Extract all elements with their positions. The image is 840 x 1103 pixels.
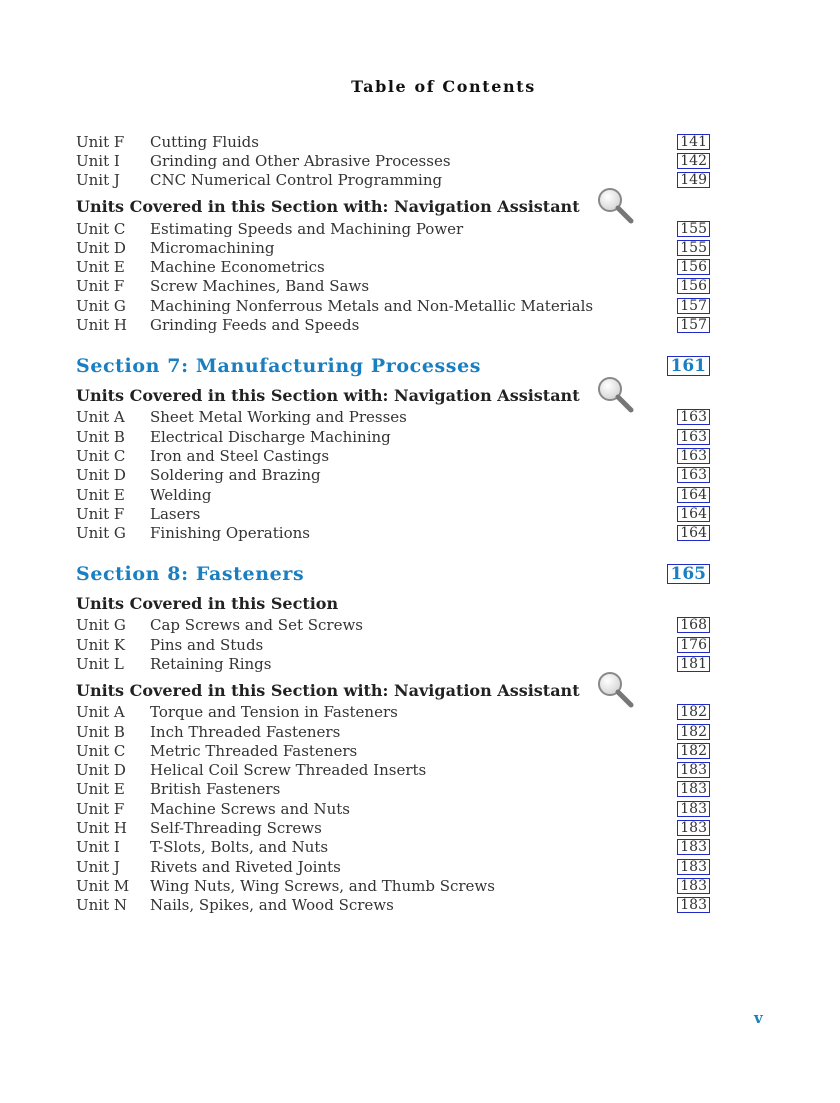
units-heading: [76, 592, 710, 616]
toc-entry: [76, 466, 710, 485]
toc-entry: [76, 315, 710, 334]
toc-entry: [76, 132, 710, 151]
toc-entry: [76, 151, 710, 170]
page-link[interactable]: 183: [677, 801, 710, 817]
page-link[interactable]: 183: [677, 762, 710, 778]
unit-label: Unit C: [76, 219, 126, 238]
unit-label: Unit J: [76, 857, 120, 876]
toc-entry: [76, 427, 710, 446]
unit-label: Unit E: [76, 780, 125, 799]
entry-title: Rivets and Riveted Joints: [150, 857, 341, 876]
section-page-link[interactable]: 161: [667, 356, 711, 376]
toc-entry: [76, 257, 710, 276]
section-title[interactable]: Section 8: Fasteners: [76, 562, 305, 585]
entry-title: Iron and Steel Castings: [150, 446, 330, 465]
entry-title: Welding: [150, 485, 212, 504]
toc-block-2: [76, 219, 710, 335]
page-link[interactable]: 149: [677, 172, 710, 188]
entry-title: Wing Nuts, Wing Screws, and Thumb Screws: [150, 876, 495, 895]
toc-entry: [76, 296, 710, 315]
entry-title: Nails, Spikes, and Wood Screws: [150, 896, 394, 915]
entry-title: Screw Machines, Band Saws: [150, 277, 370, 296]
toc-entry: [76, 876, 710, 895]
page-link[interactable]: 163: [677, 409, 710, 425]
unit-label: Unit L: [76, 654, 124, 673]
toc-entry: [76, 818, 710, 837]
unit-label: Unit I: [76, 838, 120, 857]
entry-title: British Fasteners: [150, 780, 281, 799]
entry-title: Micromachining: [150, 238, 275, 257]
unit-label: Unit F: [76, 277, 125, 296]
toc-block-section-7: [76, 408, 710, 543]
entry-title: Machine Screws and Nuts: [150, 799, 350, 818]
toc-entry: [76, 799, 710, 818]
unit-label: Unit F: [76, 132, 125, 151]
page-link[interactable]: 164: [677, 487, 710, 503]
page-link[interactable]: 155: [677, 240, 710, 256]
page-link[interactable]: 182: [677, 704, 710, 720]
entry-title: Helical Coil Screw Threaded Inserts: [150, 761, 427, 780]
page-link[interactable]: 182: [677, 743, 710, 759]
toc-entry: [76, 523, 710, 542]
unit-label: Unit N: [76, 896, 128, 915]
entry-title: Torque and Tension in Fasteners: [150, 703, 398, 722]
unit-label: Unit F: [76, 504, 125, 523]
toc-entry: [76, 896, 710, 915]
page-link[interactable]: 163: [677, 429, 710, 445]
page-link[interactable]: 181: [677, 656, 710, 672]
page-link[interactable]: 182: [677, 724, 710, 740]
unit-label: Unit I: [76, 151, 120, 170]
page-link[interactable]: 183: [677, 781, 710, 797]
entry-title: Grinding and Other Abrasive Processes: [150, 151, 451, 170]
entry-title: Retaining Rings: [150, 654, 272, 673]
page-link[interactable]: 142: [677, 153, 710, 169]
page-link[interactable]: 164: [677, 506, 710, 522]
page-link[interactable]: 183: [677, 820, 710, 836]
page-link[interactable]: 168: [677, 617, 710, 633]
unit-label: Unit G: [76, 524, 126, 543]
entry-title: Estimating Speeds and Machining Power: [150, 219, 464, 238]
subsection-heading: Units Covered in this Section with: Navigation Assistant: [76, 681, 580, 701]
entry-title: T-Slots, Bolts, and Nuts: [150, 838, 329, 857]
entry-title: Soldering and Brazing: [150, 466, 321, 485]
page-link[interactable]: 183: [677, 839, 710, 855]
page-link[interactable]: 163: [677, 448, 710, 464]
entry-title: Cutting Fluids: [150, 132, 259, 151]
magnifier-icon[interactable]: [594, 374, 636, 416]
entry-title: Electrical Discharge Machining: [150, 427, 391, 446]
unit-label: Unit H: [76, 316, 127, 335]
page-link[interactable]: 155: [677, 221, 710, 237]
nav-assistant-heading: [76, 195, 710, 219]
toc-block-section-8-a: [76, 616, 710, 674]
toc-entry: [76, 504, 710, 523]
toc-entry: [76, 616, 710, 635]
section-8-heading[interactable]: [76, 561, 710, 587]
page-link[interactable]: 163: [677, 467, 710, 483]
section-title[interactable]: Section 7: Manufacturing Processes: [76, 354, 482, 377]
unit-label: Unit K: [76, 635, 126, 654]
entry-title: Inch Threaded Fasteners: [150, 722, 341, 741]
page-link[interactable]: 141: [677, 134, 710, 150]
entry-title: Self-Threading Screws: [150, 819, 322, 838]
unit-label: Unit F: [76, 799, 125, 818]
unit-label: Unit C: [76, 741, 126, 760]
magnifier-icon[interactable]: [594, 185, 636, 227]
toc-entry: [76, 238, 710, 257]
entry-title: Machine Econometrics: [150, 258, 325, 277]
page-link[interactable]: 157: [677, 317, 710, 333]
toc-entry: [76, 635, 710, 654]
entry-title: Sheet Metal Working and Presses: [150, 408, 407, 427]
entry-title: Pins and Studs: [150, 635, 264, 654]
entry-title: Cap Screws and Set Screws: [150, 616, 364, 635]
entry-title: Machining Nonferrous Metals and Non-Metallic Materials: [150, 296, 594, 315]
entry-title: Finishing Operations: [150, 524, 310, 543]
page-link[interactable]: 183: [677, 897, 710, 913]
unit-label: Unit D: [76, 466, 126, 485]
section-page-link[interactable]: 165: [667, 564, 711, 584]
toc-block-1: [76, 132, 710, 190]
subsection-heading: Units Covered in this Section: [76, 594, 339, 614]
page-link[interactable]: 156: [677, 278, 710, 294]
toc-entry: [76, 722, 710, 741]
unit-label: Unit C: [76, 446, 126, 465]
magnifier-icon[interactable]: [594, 669, 636, 711]
subsection-heading: Units Covered in this Section with: Navigation Assistant: [76, 197, 580, 217]
unit-label: Unit G: [76, 616, 126, 635]
toc-entry: [76, 277, 710, 296]
toc-entry: [76, 761, 710, 780]
page-link[interactable]: 157: [677, 298, 710, 314]
entry-title: Lasers: [150, 504, 201, 523]
page-link[interactable]: 156: [677, 259, 710, 275]
toc-entry: [76, 857, 710, 876]
page-title: Table of Contents: [351, 77, 536, 96]
toc-entry: [76, 741, 710, 760]
unit-label: Unit A: [76, 408, 125, 427]
page-link[interactable]: 164: [677, 525, 710, 541]
entry-title: CNC Numerical Control Programming: [150, 171, 443, 190]
unit-label: Unit M: [76, 876, 130, 895]
unit-label: Unit A: [76, 703, 125, 722]
unit-label: Unit B: [76, 722, 125, 741]
toc-block-section-8-b: [76, 703, 710, 915]
unit-label: Unit H: [76, 819, 127, 838]
toc-content: [76, 132, 710, 915]
page-link[interactable]: 183: [677, 878, 710, 894]
toc-entry: [76, 485, 710, 504]
entry-title: Metric Threaded Fasteners: [150, 741, 358, 760]
unit-label: Unit J: [76, 171, 120, 190]
unit-label: Unit D: [76, 238, 126, 257]
subsection-heading: Units Covered in this Section with: Navigation Assistant: [76, 386, 580, 406]
page-link[interactable]: 176: [677, 637, 710, 653]
nav-assistant-heading: [76, 679, 710, 703]
unit-label: Unit D: [76, 761, 126, 780]
unit-label: Unit E: [76, 258, 125, 277]
unit-label: Unit B: [76, 427, 125, 446]
toc-entry: [76, 446, 710, 465]
unit-label: Unit E: [76, 485, 125, 504]
page-number: v: [754, 1009, 763, 1027]
toc-entry: [76, 780, 710, 799]
toc-entry: [76, 838, 710, 857]
entry-title: Grinding Feeds and Speeds: [150, 316, 360, 335]
page-link[interactable]: 183: [677, 859, 710, 875]
unit-label: Unit G: [76, 296, 126, 315]
nav-assistant-heading: [76, 384, 710, 408]
